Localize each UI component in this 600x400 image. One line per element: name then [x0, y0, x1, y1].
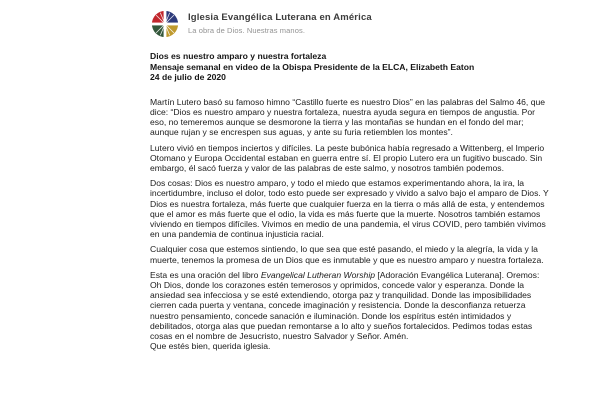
paragraph-luther-times: Lutero vivió en tiempos inciertos y difíciles. La peste bubónica había regresado a Wittenberg, el Imperio Otomano y Europa Occidental estaban en guerra entre sí. El propio Lutero era un fugitivo buscado. Sin embargo, él sacó fuerza y valor de las palabras de este salmo, y nosotros también podemos.	[150, 142, 545, 173]
org-tagline: La obra de Dios. Nuestras manos.	[188, 25, 306, 35]
message-body	[150, 97, 549, 352]
org-name: Iglesia Evangélica Luterana en América	[188, 12, 372, 23]
prayer-book-title: Evangelical Lutheran Worship	[260, 269, 376, 280]
document-subtitle: Mensaje semanal en video de la Obispa Presidente de la ELCA, Elizabeth Eaton	[150, 61, 475, 72]
paragraph-promise: Cualquier cosa que estemos sintiendo, lo que sea que esté pasando, el miedo y la alegría, la vida y la muerte, tenemos la promesa de un Dios que es inmutable y que es nuestro amparo y nuestra fortaleza.	[150, 244, 544, 265]
document-date: 24 de julio de 2020	[150, 72, 226, 83]
paragraph-two-things: Dos cosas: Dios es nuestro amparo, y todo el miedo que estamos experimentando ahora, la ira, la incertidumbre, incluso el dolor, todo esto puede ser expresado y vivido a salvo bajo el amparo de Dios. Y Dios es nuestra fortaleza, más fuerte que cualquier fuerza en la tierra o más allá de esta, y entendemos que el amor es más fuerte que el odio, la vida es más fuerte que la muerte. Nosotros también estamos viviendo en tiempos difíciles. Vivimos en medio de una pandemia, el virus COVID, pero también vivimos en una pandemia de continua injusticia racial.	[150, 178, 549, 240]
elca-logo-icon	[150, 9, 180, 39]
paragraph-luther-hymn: Martín Lutero basó su famoso himno “Castillo fuerte es nuestro Dios” en las palabras del Salmo 46, que dice: “Dios es nuestro amparo y nuestra fortaleza, nuestra ayuda segura en tiempos de angustia. Por eso, no temeremos aunque se desmorone la tierra y las montañas se hundan en el fondo del mar; aunque rujan y se encrespen sus aguas, y ante su furia retiemblen los montes”.	[150, 96, 546, 138]
closing-line: Que estés bien, querida iglesia.	[150, 341, 271, 352]
prayer-text: [Adoración Evangélica Luterana]. Oremos: Oh Dios, donde los corazones estén temerosos y oprimidos, concede valor y esperanza. Donde la ansiedad sea infecciosa y se esté extendiendo, otorga paz y tranquilidad. Donde las imposibilidades cierren cada puerta y ventana, concede imaginación y resistencia. Donde la desconfianza retuerza nuestro pensamiento, concede sanación e iluminación. Donde los espíritus estén intimidados y debilitados, otorga alas que puedan remontarse a lo alto y sueños fortalecidos. Pedimos todas estas cosas en el nombre de Jesucristo, nuestro Salvador y Señor. Amén.	[150, 269, 540, 342]
document-title: Dios es nuestro amparo y nuestra fortaleza	[150, 51, 327, 61]
letterhead	[150, 9, 549, 39]
letterhead-text	[188, 9, 372, 35]
title-block	[150, 51, 549, 83]
prayer-intro: Esta es una oración del libro	[150, 269, 261, 280]
paragraph-prayer	[150, 270, 549, 341]
document-content	[150, 9, 549, 351]
